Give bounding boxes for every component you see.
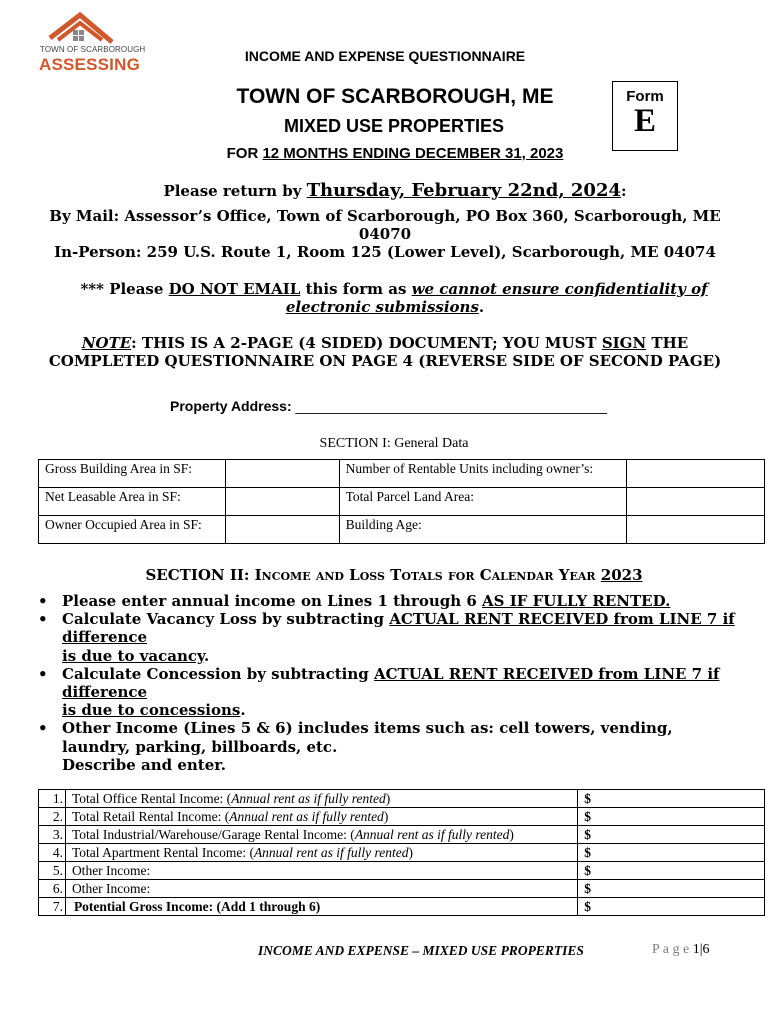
logo-town-text: TOWN OF SCARBOROUGH	[40, 45, 146, 54]
income-row-number: 6.	[39, 880, 66, 898]
general-field-label: Number of Rentable Units including owner’s:	[339, 460, 627, 488]
instruction-underline: ACTUAL RENT RECEIVED from LINE 7 if	[389, 610, 735, 629]
page-num: 1	[692, 942, 700, 957]
form-id-box	[612, 81, 678, 151]
income-row-number: 4.	[39, 844, 66, 862]
general-field-label: Gross Building Area in SF:	[39, 460, 226, 488]
income-row-note: Annual rent as if fully rented	[229, 809, 384, 824]
instruction-text: laundry, parking, billboards, etc.	[62, 737, 338, 756]
income-row-number: 3.	[39, 826, 66, 844]
income-row-note: Annual rent as if fully rented	[354, 827, 510, 842]
income-row-note: Annual rent as if fully rented	[253, 845, 409, 860]
income-row	[39, 880, 765, 898]
income-row-number: 7.	[39, 898, 66, 916]
property-address	[170, 398, 607, 414]
instruction-underline: difference	[62, 683, 148, 702]
income-row-label: Total Industrial/Warehouse/Garage Rental Income: (Annual rent as if fully rented)	[65, 826, 577, 844]
email-warning-middle: this form as	[300, 280, 412, 298]
due-date: Thursday, February 22nd, 2024	[306, 180, 621, 201]
do-not-email: DO NOT EMAIL	[168, 280, 301, 298]
questionnaire-title: INCOME AND EXPENSE QUESTIONNAIRE	[244, 48, 526, 64]
income-row-label: Other Income:	[65, 862, 577, 880]
income-row-note: Annual rent as if fully rented	[231, 791, 386, 806]
email-warning-line2	[0, 298, 770, 316]
period-underlined: 12 MONTHS ENDING DECEMBER 31, 2023	[262, 145, 564, 162]
email-warning-reason1: we cannot ensure confidentiality of	[411, 280, 708, 298]
instruction-text: Calculate Vacancy Loss by subtracting	[62, 610, 390, 629]
instructions-list	[38, 592, 758, 774]
property-type-title: MIXED USE PROPERTIES	[283, 116, 505, 136]
instruction-end: .	[240, 701, 246, 720]
instruction-text: Other Income (Lines 5 & 6) includes items such as: cell towers, vending,	[62, 719, 673, 738]
income-amount-field[interactable]: $	[578, 844, 765, 862]
section1-title: SECTION I: General Data	[319, 436, 469, 451]
general-field-input[interactable]	[225, 460, 339, 488]
property-address-input[interactable]: ________________________________________	[295, 398, 607, 414]
instruction-item	[38, 719, 758, 774]
instruction-text: Calculate Concession by subtracting	[62, 664, 374, 683]
instruction-end: .	[204, 646, 210, 665]
general-field-label: Total Parcel Land Area:	[339, 488, 627, 516]
logo-dept-text: ASSESSING	[39, 55, 140, 74]
instruction-underline: difference	[62, 628, 148, 647]
income-row	[39, 826, 765, 844]
note-label: NOTE	[81, 334, 132, 352]
income-row	[39, 862, 765, 880]
instruction-item	[38, 610, 758, 665]
income-row-label: Total Retail Rental Income: (Annual rent as if fully rented)	[65, 808, 577, 826]
in-person-address: In-Person: 259 U.S. Route 1, Room 125 (Lower Level), Scarborough, ME 04074	[54, 243, 716, 261]
note-line1	[0, 334, 770, 352]
page-word: P a g e	[652, 942, 690, 957]
income-row-number: 1.	[39, 790, 66, 808]
section2-title-prefix: SECTION II:	[145, 566, 255, 584]
income-amount-field[interactable]: $	[578, 808, 765, 826]
return-prefix: Please return by	[163, 182, 307, 200]
income-row	[39, 790, 765, 808]
section2-title	[0, 566, 770, 584]
mail-address-line2: 04070	[358, 225, 412, 243]
return-suffix: :	[621, 182, 627, 200]
house-roof-icon	[46, 12, 124, 46]
income-amount-field[interactable]: $	[578, 790, 765, 808]
section2-title-text: Income and Loss Totals for Calendar Year	[254, 566, 596, 584]
general-data-row	[39, 488, 765, 516]
email-warning-reason2: electronic submissions	[285, 298, 479, 316]
email-warning-prefix: *** Please	[80, 280, 169, 298]
general-field-input[interactable]	[225, 488, 339, 516]
income-row-label: Total Apartment Rental Income: (Annual rent as if fully rented)	[65, 844, 577, 862]
instruction-item	[38, 665, 758, 720]
form-label: Form	[626, 88, 664, 105]
income-table	[38, 789, 765, 916]
income-row-label: Potential Gross Income: (Add 1 through 6)	[65, 898, 577, 916]
income-row	[39, 844, 765, 862]
note-line2: COMPLETED QUESTIONNAIRE ON PAGE 4 (REVERSE SIDE OF SECOND PAGE)	[48, 352, 722, 370]
form-letter: E	[633, 103, 656, 139]
income-amount-field[interactable]: $	[578, 898, 765, 916]
instruction-text: Describe and enter.	[62, 755, 226, 774]
email-warning-end: .	[478, 298, 485, 316]
instruction-underline: is due to vacancy	[62, 646, 205, 665]
page-number: P a g e 1|6	[652, 942, 710, 957]
general-field-label: Building Age:	[339, 516, 627, 544]
general-data-row	[39, 460, 765, 488]
income-row-number: 5.	[39, 862, 66, 880]
section2-year: 2023	[600, 566, 643, 584]
income-amount-field[interactable]: $	[578, 826, 765, 844]
note-text1: : THIS IS A 2-PAGE (4 SIDED) DOCUMENT; YOU MUST	[131, 334, 602, 352]
instruction-item	[38, 592, 758, 610]
general-field-input[interactable]	[627, 488, 765, 516]
general-field-input[interactable]	[225, 516, 339, 544]
instruction-underline: AS IF FULLY RENTED.	[482, 592, 671, 610]
general-field-label: Owner Occupied Area in SF:	[39, 516, 226, 544]
town-title: TOWN OF SCARBOROUGH, ME	[236, 85, 554, 108]
general-field-label: Net Leasable Area in SF:	[39, 488, 226, 516]
general-field-input[interactable]	[627, 460, 765, 488]
income-row-label: Other Income:	[65, 880, 577, 898]
income-row	[39, 898, 765, 916]
town-logo	[38, 12, 146, 74]
general-field-input[interactable]	[627, 516, 765, 544]
income-amount-field[interactable]: $	[578, 862, 765, 880]
income-row-number: 2.	[39, 808, 66, 826]
note-text2: THE	[646, 334, 689, 352]
note-sign: SIGN	[601, 334, 647, 352]
email-warning-line1	[0, 280, 770, 298]
general-data-row	[39, 516, 765, 544]
income-amount-field[interactable]: $	[578, 880, 765, 898]
page-total: 6	[702, 942, 710, 957]
income-row	[39, 808, 765, 826]
period-prefix: FOR	[226, 145, 263, 162]
general-data-table	[38, 459, 765, 544]
return-by-line	[0, 180, 770, 201]
instruction-text: Please enter annual income on Lines 1 through 6	[62, 592, 483, 610]
property-address-label: Property Address:	[170, 398, 292, 414]
mail-address-line1: By Mail: Assessor’s Office, Town of Scarborough, PO Box 360, Scarborough, ME	[49, 207, 721, 225]
instruction-underline: ACTUAL RENT RECEIVED from LINE 7 if	[373, 664, 720, 683]
instruction-underline: is due to concessions	[62, 701, 241, 720]
footer-title: INCOME AND EXPENSE – MIXED USE PROPERTIES	[258, 943, 584, 958]
income-row-label: Total Office Rental Income: (Annual rent as if fully rented)	[65, 790, 577, 808]
